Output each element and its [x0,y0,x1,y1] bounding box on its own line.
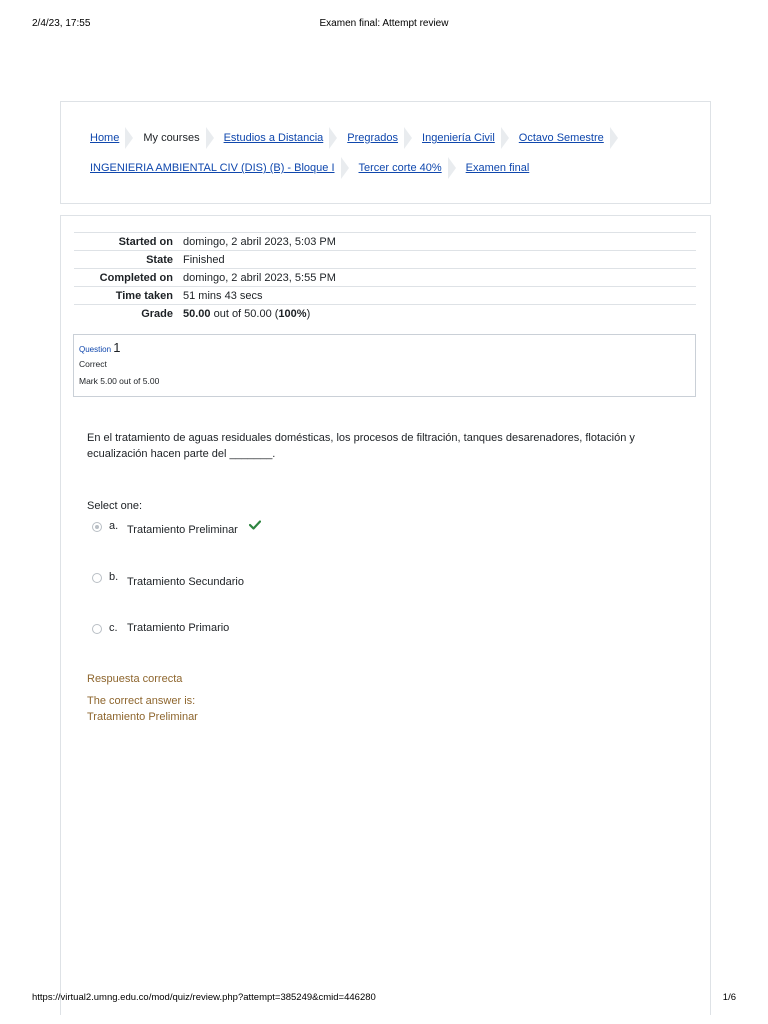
summary-value: 51 mins 43 secs [183,289,263,302]
radio-button[interactable] [92,573,102,583]
chevron-right-icon [404,127,413,149]
summary-value: domingo, 2 abril 2023, 5:55 PM [183,271,336,284]
correct-answer: Tratamiento Preliminar [87,711,198,723]
breadcrumb-octavo-semestre[interactable]: Octavo Semestre [518,132,604,144]
question-text: En el tratamiento de aguas residuales domésticas, los procesos de filtración, tanques desarenadores, flotación y ecualización hacen parte del _______. [87,432,635,460]
print-url: https://virtual2.umng.edu.co/mod/quiz/review.php?attempt=385249&cmid=446280 [32,992,376,1003]
option-letter: c. [109,622,118,634]
breadcrumb-ingenieria-civil[interactable]: Ingeniería Civil [422,132,495,144]
chevron-right-icon [125,127,134,149]
chevron-right-icon [448,157,457,179]
breadcrumb-section[interactable]: Tercer corte 40% [358,162,442,174]
feedback [87,671,198,725]
breadcrumb-pregrados[interactable]: Pregrados [347,132,399,144]
breadcrumb-row [90,157,529,179]
breadcrumb-home[interactable]: Home [90,132,120,144]
check-icon [249,520,261,530]
radio-button-selected[interactable] [92,522,102,532]
breadcrumb [60,101,711,204]
summary-value: domingo, 2 abril 2023, 5:03 PM [183,235,336,248]
summary-label: Started on [118,235,173,248]
question-info [73,334,696,397]
summary-label: Time taken [115,289,173,302]
summary-label: State [146,253,173,266]
question-mark: Mark 5.00 out of 5.00 [79,376,160,386]
grade-rest: out of 50.00 ( [213,308,279,320]
print-page-number: 1/6 [722,992,736,1003]
chevron-right-icon [501,127,510,149]
breadcrumb-my-courses: My courses [143,132,200,144]
breadcrumb-quiz[interactable]: Examen final [465,162,530,174]
summary-row-started [74,233,696,251]
chevron-right-icon [206,127,215,149]
question-number: 1 [113,340,121,355]
answer-prompt: Select one: [87,500,143,512]
radio-button[interactable] [92,624,102,634]
attempt-summary-table [74,232,696,323]
question-label: Question [79,345,112,354]
question-number-line [79,341,690,357]
summary-label: Completed on [99,271,173,284]
chevron-right-icon [341,157,350,179]
print-title: Examen final: Attempt review [319,18,449,29]
option-text: Tratamiento Preliminar [127,524,238,536]
print-date: 2/4/23, 17:55 [32,18,91,29]
grade-score: 50.00 [183,308,211,320]
summary-row-grade [74,305,696,323]
print-footer [32,992,736,1006]
summary-value: Finished [183,253,225,266]
grade-percent: 100% [278,308,307,320]
summary-row-time-taken [74,287,696,305]
general-feedback: Respuesta correcta [87,673,183,685]
grade-close: ) [306,308,311,320]
summary-row-completed [74,269,696,287]
option-text: Tratamiento Primario [127,622,230,634]
chevron-right-icon [610,127,619,149]
breadcrumb-row [90,127,628,149]
summary-row-state [74,251,696,269]
summary-label: Grade [141,308,173,320]
option-text: Tratamiento Secundario [127,576,244,588]
option-letter: a. [109,520,119,532]
grade-value [173,308,310,320]
print-header [32,18,736,32]
question-state: Correct [79,359,107,369]
option-letter: b. [109,571,119,583]
breadcrumb-course[interactable]: INGENIERIA AMBIENTAL CIV (DIS) (B) - Bloque I [90,162,335,174]
breadcrumb-estudios-a-distancia[interactable]: Estudios a Distancia [223,132,324,144]
correct-answer-intro: The correct answer is: [87,695,196,707]
chevron-right-icon [329,127,338,149]
